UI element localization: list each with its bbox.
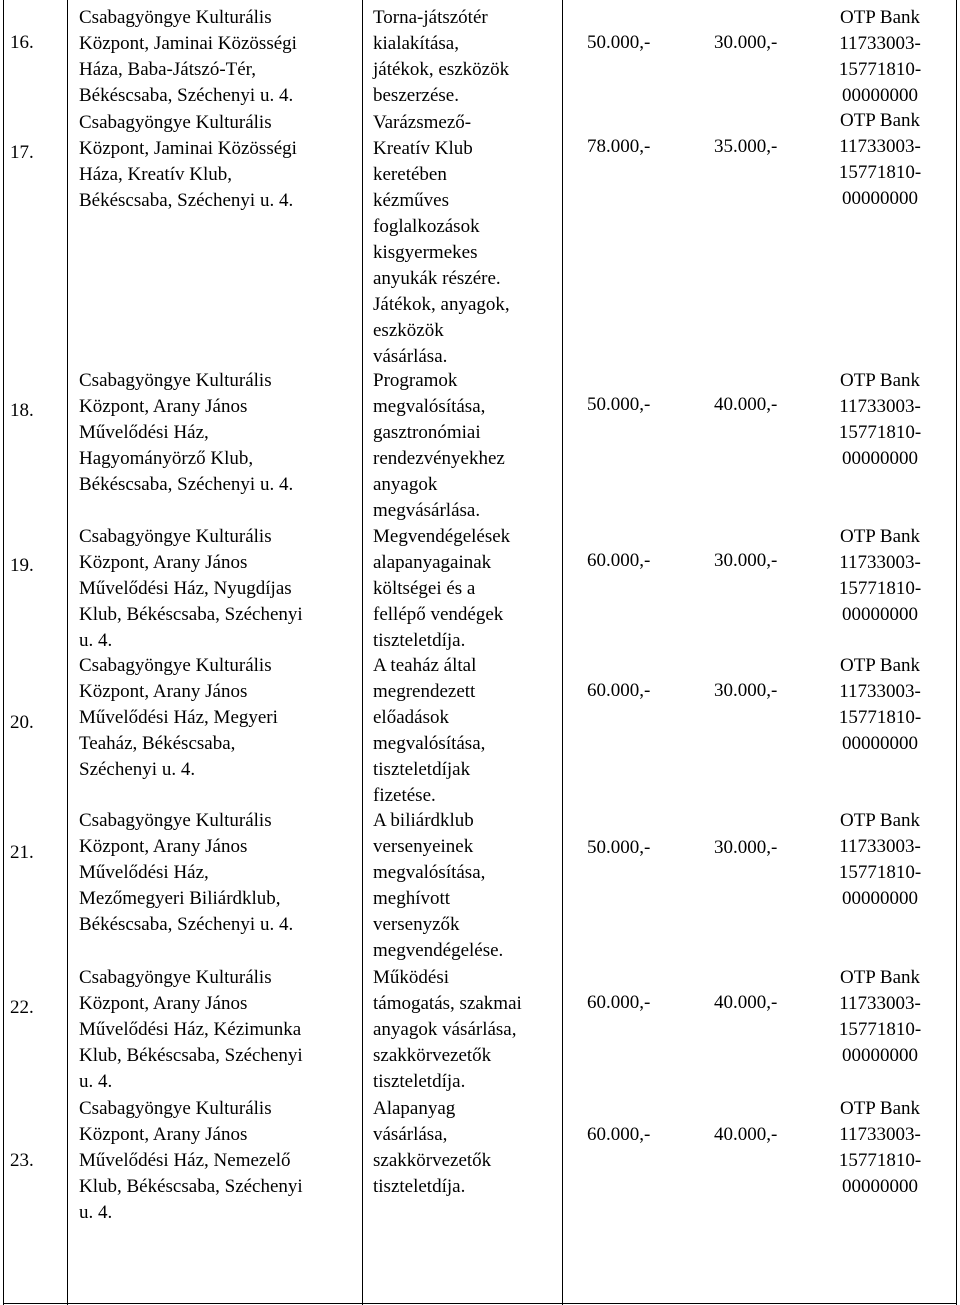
purpose-line: gasztronómiai (373, 422, 481, 443)
bank-account-line: 15771810- (838, 162, 922, 183)
bank-account-line: 15771810- (838, 59, 922, 80)
bank-account-line: 11733003- (839, 33, 921, 54)
organization-line: u. 4. (79, 1202, 113, 1223)
bank-account-line: 11733003- (839, 681, 921, 702)
organization-line: Művelődési Ház, (79, 422, 209, 443)
granted-amount: 40.000,- (714, 1124, 778, 1145)
purpose-line: Varázsmező- (373, 112, 472, 133)
purpose-line: versenyzők (373, 914, 460, 935)
purpose-line: támogatás, szakmai (373, 993, 522, 1014)
organization-line: Klub, Békéscsaba, Széchenyi (79, 1176, 303, 1197)
organization-line: Csabagyöngye Kulturális (79, 1098, 272, 1119)
bank-account-line: 11733003- (839, 552, 921, 573)
purpose-line: tiszteletdíja. (373, 630, 466, 651)
organization-line: Központ, Arany János (79, 552, 248, 573)
requested-amount: 50.000,- (587, 394, 651, 415)
organization-line: Csabagyöngye Kulturális (79, 370, 272, 391)
organization-line: Művelődési Ház, (79, 862, 209, 883)
row-number: 23. (10, 1150, 34, 1171)
table-border-right (956, 0, 957, 1305)
organization-line: Háza, Kreatív Klub, (79, 164, 232, 185)
row-number: 20. (10, 712, 34, 733)
organization-line: Békéscsaba, Széchenyi u. 4. (79, 914, 294, 935)
requested-amount: 50.000,- (587, 837, 651, 858)
purpose-line: megvendégelése. (373, 940, 504, 961)
purpose-line: szakkörvezetők (373, 1150, 492, 1171)
granted-amount: 30.000,- (714, 550, 778, 571)
bank-account-line: 15771810- (838, 707, 922, 728)
bank-account-line: OTP Bank (839, 967, 921, 988)
purpose-line: tiszteletdíjak (373, 759, 471, 780)
organization-line: Központ, Jaminai Közösségi (79, 33, 297, 54)
organization-line: Háza, Baba-Játszó-Tér, (79, 59, 257, 80)
purpose-line: eszközök (373, 320, 444, 341)
purpose-line: vásárlása, (373, 1124, 448, 1145)
organization-line: Békéscsaba, Széchenyi u. 4. (79, 85, 294, 106)
purpose-line: fizetése. (373, 785, 436, 806)
organization-line: Széchenyi u. 4. (79, 759, 196, 780)
purpose-line: költségei és a (373, 578, 476, 599)
bank-account-line: 00000000 (842, 448, 918, 469)
purpose-line: Megvendégelések (373, 526, 511, 547)
requested-amount: 78.000,- (587, 136, 651, 157)
bank-account-line: 11733003- (839, 396, 921, 417)
organization-line: Művelődési Ház, Kézimunka (79, 1019, 302, 1040)
purpose-line: Programok (373, 370, 458, 391)
organization-line: Mezőmegyeri Biliárdklub, (79, 888, 281, 909)
table-border-left (3, 0, 4, 1305)
row-number: 19. (10, 555, 34, 576)
purpose-line: versenyeinek (373, 836, 474, 857)
organization-line: Művelődési Ház, Megyeri (79, 707, 278, 728)
column-divider-number (67, 0, 68, 1305)
bank-account-line: 15771810- (838, 578, 922, 599)
organization-line: Csabagyöngye Kulturális (79, 655, 272, 676)
organization-line: Klub, Békéscsaba, Széchenyi (79, 1045, 303, 1066)
row-number: 21. (10, 842, 34, 863)
purpose-line: előadások (373, 707, 449, 728)
bank-account-line: 00000000 (842, 604, 918, 625)
organization-line: Csabagyöngye Kulturális (79, 810, 272, 831)
bank-account-line: 00000000 (842, 733, 918, 754)
purpose-line: anyagok (373, 474, 438, 495)
purpose-line: kézműves (373, 190, 449, 211)
organization-line: Központ, Arany János (79, 993, 248, 1014)
bank-account-line: OTP Bank (839, 1098, 921, 1119)
purpose-line: anyukák részére. (373, 268, 501, 289)
row-number: 16. (10, 32, 34, 53)
organization-line: Központ, Arany János (79, 681, 248, 702)
organization-line: Teaház, Békéscsaba, (79, 733, 236, 754)
bank-account-line: 00000000 (842, 1176, 918, 1197)
bank-account-line: 15771810- (838, 1150, 922, 1171)
organization-line: Csabagyöngye Kulturális (79, 112, 272, 133)
bank-account-line: OTP Bank (839, 110, 921, 131)
organization-line: Központ, Arany János (79, 1124, 248, 1145)
organization-line: Klub, Békéscsaba, Széchenyi (79, 604, 303, 625)
organization-line: Csabagyöngye Kulturális (79, 526, 272, 547)
purpose-line: szakkörvezetők (373, 1045, 492, 1066)
organization-line: Művelődési Ház, Nyugdíjas (79, 578, 292, 599)
purpose-line: megvalósítása, (373, 733, 486, 754)
purpose-line: Működési (373, 967, 449, 988)
organization-line: Központ, Arany János (79, 836, 248, 857)
bank-account-line: 00000000 (842, 188, 918, 209)
granted-amount: 40.000,- (714, 394, 778, 415)
purpose-line: játékok, eszközök (373, 59, 510, 80)
granted-amount: 40.000,- (714, 992, 778, 1013)
purpose-line: alapanyagainak (373, 552, 492, 573)
purpose-line: megrendezett (373, 681, 476, 702)
bank-account-line: OTP Bank (839, 526, 921, 547)
bank-account-line: OTP Bank (839, 7, 921, 28)
table-border-bottom (3, 1303, 957, 1304)
requested-amount: 50.000,- (587, 32, 651, 53)
purpose-line: megvalósítása, (373, 862, 486, 883)
purpose-line: tiszteletdíja. (373, 1071, 466, 1092)
purpose-line: Alapanyag (373, 1098, 456, 1119)
granted-amount: 30.000,- (714, 680, 778, 701)
requested-amount: 60.000,- (587, 550, 651, 571)
organization-line: Csabagyöngye Kulturális (79, 7, 272, 28)
purpose-line: beszerzése. (373, 85, 459, 106)
bank-account-line: 00000000 (842, 85, 918, 106)
purpose-line: megvásárlása. (373, 500, 481, 521)
bank-account-line: OTP Bank (839, 655, 921, 676)
column-divider-purpose (562, 0, 563, 1305)
purpose-line: anyagok vásárlása, (373, 1019, 517, 1040)
purpose-line: meghívott (373, 888, 451, 909)
bank-account-line: 15771810- (838, 862, 922, 883)
purpose-line: Torna-játszótér (373, 7, 488, 28)
bank-account-line: 11733003- (839, 1124, 921, 1145)
row-number: 22. (10, 997, 34, 1018)
organization-line: Művelődési Ház, Nemezelő (79, 1150, 291, 1171)
purpose-line: A biliárdklub (373, 810, 474, 831)
bank-account-line: 11733003- (839, 836, 921, 857)
organization-line: Központ, Jaminai Közösségi (79, 138, 297, 159)
purpose-line: Kreatív Klub (373, 138, 473, 159)
purpose-line: fellépő vendégek (373, 604, 504, 625)
purpose-line: megvalósítása, (373, 396, 486, 417)
row-number: 17. (10, 142, 34, 163)
organization-line: Csabagyöngye Kulturális (79, 967, 272, 988)
granted-amount: 30.000,- (714, 837, 778, 858)
organization-line: Békéscsaba, Széchenyi u. 4. (79, 190, 294, 211)
organization-line: u. 4. (79, 1071, 113, 1092)
organization-line: u. 4. (79, 630, 113, 651)
bank-account-line: 15771810- (838, 422, 922, 443)
purpose-line: vásárlása. (373, 346, 448, 367)
purpose-line: rendezvényekhez (373, 448, 505, 469)
requested-amount: 60.000,- (587, 992, 651, 1013)
bank-account-line: 11733003- (839, 993, 921, 1014)
purpose-line: kialakítása, (373, 33, 459, 54)
column-divider-organization (362, 0, 363, 1305)
purpose-line: tiszteletdíja. (373, 1176, 466, 1197)
requested-amount: 60.000,- (587, 680, 651, 701)
row-number: 18. (10, 400, 34, 421)
requested-amount: 60.000,- (587, 1124, 651, 1145)
bank-account-line: 00000000 (842, 888, 918, 909)
purpose-line: Játékok, anyagok, (373, 294, 510, 315)
purpose-line: kisgyermekes (373, 242, 478, 263)
organization-line: Hagyományörző Klub, (79, 448, 254, 469)
purpose-line: foglalkozások (373, 216, 480, 237)
granted-amount: 30.000,- (714, 32, 778, 53)
bank-account-line: 15771810- (838, 1019, 922, 1040)
bank-account-line: 00000000 (842, 1045, 918, 1066)
organization-line: Békéscsaba, Széchenyi u. 4. (79, 474, 294, 495)
bank-account-line: OTP Bank (839, 370, 921, 391)
granted-amount: 35.000,- (714, 136, 778, 157)
organization-line: Központ, Arany János (79, 396, 248, 417)
bank-account-line: OTP Bank (839, 810, 921, 831)
purpose-line: A teaház által (373, 655, 477, 676)
bank-account-line: 11733003- (839, 136, 921, 157)
purpose-line: keretében (373, 164, 447, 185)
